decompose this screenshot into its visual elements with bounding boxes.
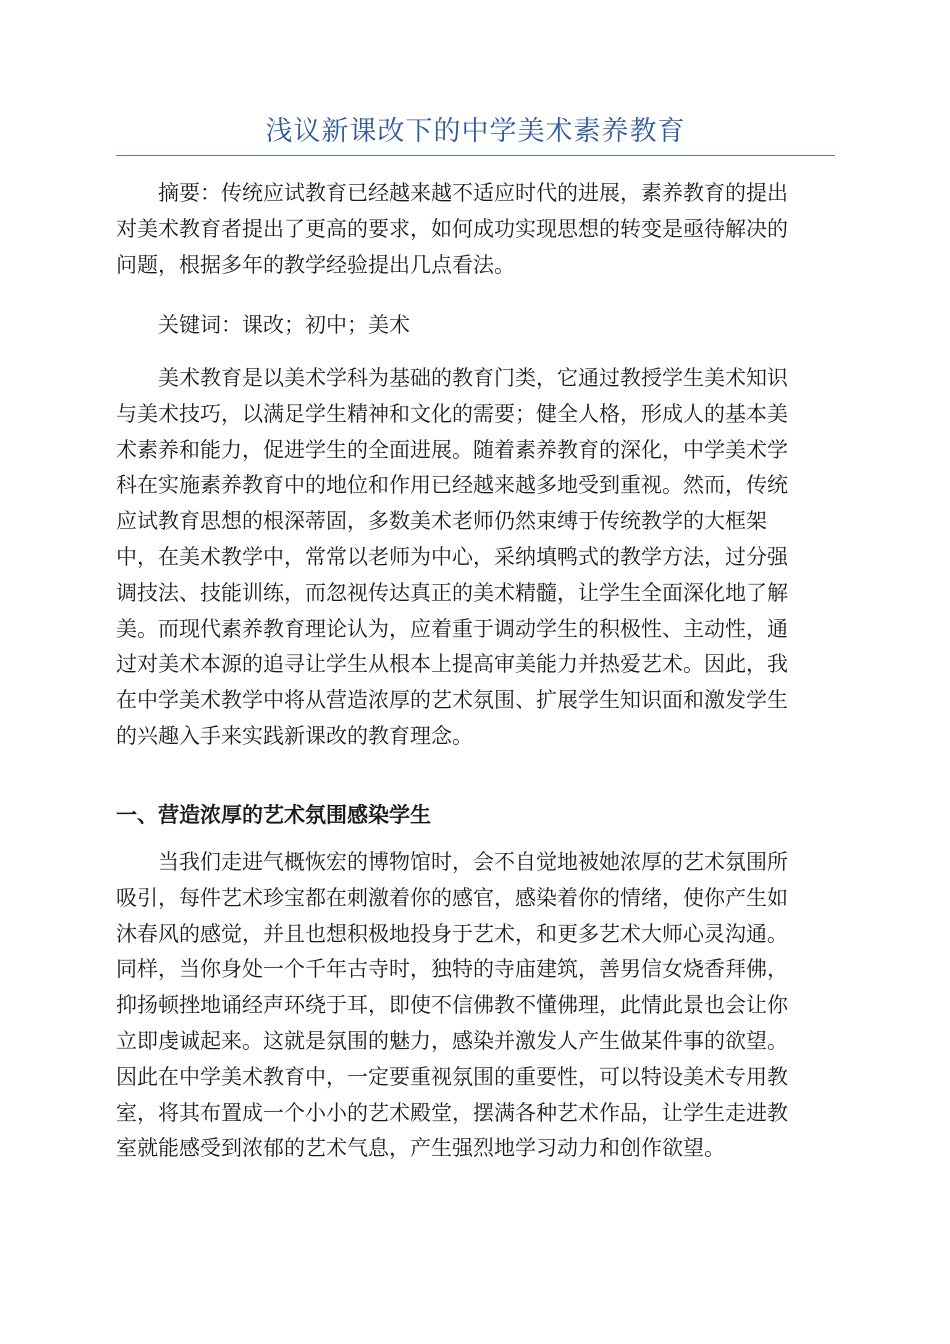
intro-line: 美术教育是以美术学科为基础的教育门类，它通过教授学生美术知识 bbox=[158, 366, 788, 390]
section1-line: 室就能感受到浓郁的艺术气息，产生强烈地学习动力和创作欲望。 bbox=[116, 1136, 725, 1161]
section1-line: 吸引，每件艺术珍宝都在刺激着你的感官，感染着你的情绪，使你产生如 bbox=[116, 885, 788, 910]
intro-line: 术素养和能力，促进学生的全面进展。随着素养教育的深化，中学美术学 bbox=[116, 437, 788, 462]
abstract-line: 对美术教育者提出了更高的要求，如何成功实现思想的转变是亟待解决的 bbox=[116, 216, 788, 241]
intro-line: 应试教育思想的根深蒂固，多数美术老师仍然束缚于传统教学的大框架 bbox=[116, 509, 767, 534]
section1-line: 因此在中学美术教育中，一定要重视氛围的重要性，可以特设美术专用教 bbox=[116, 1064, 788, 1089]
intro-line: 过对美术本源的追寻让学生从根本上提高审美能力并热爱艺术。因此，我 bbox=[116, 652, 788, 677]
intro-line: 美。而现代素养教育理论认为，应着重于调动学生的积极性、主动性，通 bbox=[116, 616, 788, 641]
section1-line: 同样，当你身处一个千年古寺时，独特的寺庙建筑，善男信女烧香拜佛， bbox=[116, 957, 788, 982]
section1-line: 抑扬顿挫地诵经声环绕于耳，即使不信佛教不懂佛理，此情此景也会让你 bbox=[116, 993, 788, 1018]
intro-line: 的兴趣入手来实践新课改的教育理念。 bbox=[116, 723, 473, 748]
document-title: 浅议新课改下的中学美术素养教育 bbox=[265, 116, 686, 147]
intro-line: 科在实施素养教育中的地位和作用已经越来越多地受到重视。然而，传统 bbox=[116, 473, 788, 498]
section-heading: 一、营造浓厚的艺术氛围感染学生 bbox=[116, 803, 431, 827]
section1-line: 室，将其布置成一个小小的艺术殿堂，摆满各种艺术作品，让学生走进教 bbox=[116, 1100, 788, 1125]
abstract-paragraph bbox=[116, 176, 835, 283]
section1-line: 当我们走进气概恢宏的博物馆时，会不自觉地被她浓厚的艺术氛围所 bbox=[158, 850, 788, 874]
abstract-line: 摘要：传统应试教育已经越来越不适应时代的进展，素养教育的提出 bbox=[158, 181, 788, 205]
intro-line: 中，在美术教学中，常常以老师为中心，采纳填鸭式的教学方法，过分强 bbox=[116, 544, 788, 569]
intro-paragraph bbox=[116, 361, 835, 755]
section1-line: 立即虔诚起来。这就是氛围的魅力，感染并激发人产生做某件事的欲望。 bbox=[116, 1028, 788, 1053]
title-underline bbox=[116, 155, 835, 156]
intro-line: 与美术技巧，以满足学生精神和文化的需要；健全人格，形成人的基本美 bbox=[116, 401, 788, 426]
abstract-line: 问题，根据多年的教学经验提出几点看法。 bbox=[116, 252, 515, 277]
section1-line: 沐春风的感觉，并且也想积极地投身于艺术，和更多艺术大师心灵沟通。 bbox=[116, 921, 788, 946]
intro-line: 在中学美术教学中将从营造浓厚的艺术氛围、扩展学生知识面和激发学生 bbox=[116, 688, 788, 713]
keywords-line: 关键词：课改；初中；美术 bbox=[158, 313, 410, 337]
section1-paragraph bbox=[116, 845, 835, 1167]
intro-line: 调技法、技能训练，而忽视传达真正的美术精髓，让学生全面深化地了解 bbox=[116, 580, 788, 605]
